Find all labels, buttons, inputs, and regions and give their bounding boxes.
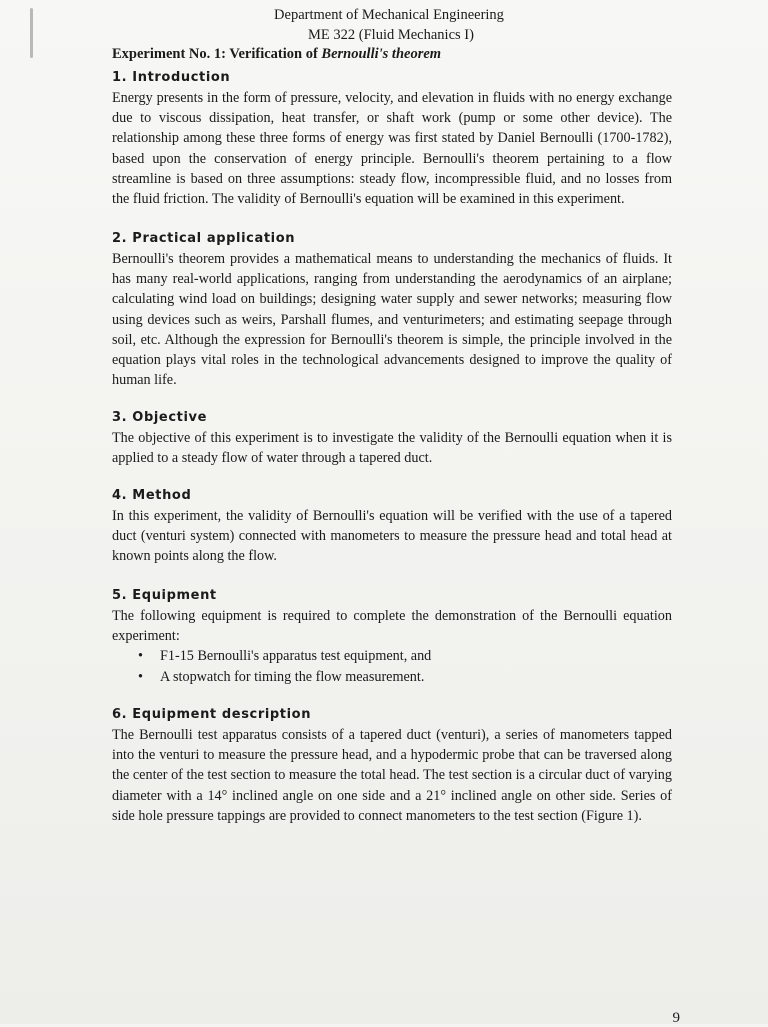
section-practical-application: [112, 229, 672, 390]
equipment-list: [112, 646, 672, 686]
bullet-icon: •: [138, 668, 143, 685]
section-heading: 2. Practical application: [112, 231, 296, 246]
section-heading: 3. Objective: [112, 410, 208, 425]
list-item: [112, 667, 672, 687]
section-heading: 6. Equipment description: [112, 707, 312, 722]
section-paragraph: The objective of this experiment is to investigate the validity of the Bernoulli equation when it is applied to a steady flow of water through a tapered duct.: [112, 430, 672, 467]
section-equipment: [112, 586, 672, 687]
section-method: [112, 486, 672, 567]
list-item: [112, 646, 672, 666]
section-heading: 5. Equipment: [112, 588, 217, 603]
section-introduction: [112, 68, 672, 209]
list-item-text: A stopwatch for timing the flow measurement.: [160, 668, 425, 685]
section-paragraph: The Bernoulli test apparatus consists of a tapered duct (venturi), a series of manometers tapped into the venturi to measure the pressure head, and a hypodermic probe that can be traversed along the center of the test section to measure the total head. The test section is a circular duct of varying diameter with a 14° inclined angle on one side and a 21° inclined angle on other side. Series of side hole pressure tappings are provided to connect manometers to the test section (Figure 1).: [112, 727, 672, 824]
department-header: Department of Mechanical Engineering: [274, 7, 504, 23]
section-equipment-description: [112, 705, 672, 826]
page-number: 9: [672, 1010, 680, 1026]
section-objective: [112, 408, 672, 468]
experiment-title-prefix: Experiment No. 1: Verification of: [112, 46, 322, 62]
course-header: ME 322 (Fluid Mechanics I): [308, 27, 474, 43]
section-paragraph: In this experiment, the validity of Bernoulli's equation will be verified with the use of a tapered duct (venturi system) connected with manometers to measure the pressure head and total head at known points along the flow.: [112, 508, 672, 565]
section-paragraph: Bernoulli's theorem provides a mathematical means to understanding the mechanics of fluids. It has many real-world applications, ranging from understanding the aerodynamics of an airplane; calculating wind load on buildings; designing water supply and sewer networks; measuring flow using devices such as weirs, Parshall flumes, and venturimeters; and estimating seepage through soil, etc. Although the expression for Bernoulli's theorem is simple, the principle involved in the equation plays vital roles in the technological advancements designed to improve the quality of human life.: [112, 251, 672, 389]
section-heading: 4. Method: [112, 488, 192, 503]
section-paragraph: Energy presents in the form of pressure, velocity, and elevation in fluids with no energy exchange due to viscous dissipation, heat transfer, or shaft work (pump or some other device). The relationship among these three forms of energy was first stated by Daniel Bernoulli (1700-1782), based upon the conservation of energy principle. Bernoulli's theorem pertaining to a flow streamline is based on three assumptions: steady flow, incompressible fluid, and no losses from the fluid friction. The validity of Bernoulli's equation will be examined in this experiment.: [112, 90, 672, 208]
section-paragraph: The following equipment is required to complete the demonstration of the Bernoulli equation experiment:: [112, 608, 672, 645]
list-item-text: F1-15 Bernoulli's apparatus test equipment, and: [160, 648, 432, 665]
experiment-title: [112, 46, 441, 63]
experiment-theorem: Bernoulli's theorem: [321, 46, 442, 62]
section-heading: 1. Introduction: [112, 70, 231, 85]
bullet-icon: •: [138, 648, 143, 665]
